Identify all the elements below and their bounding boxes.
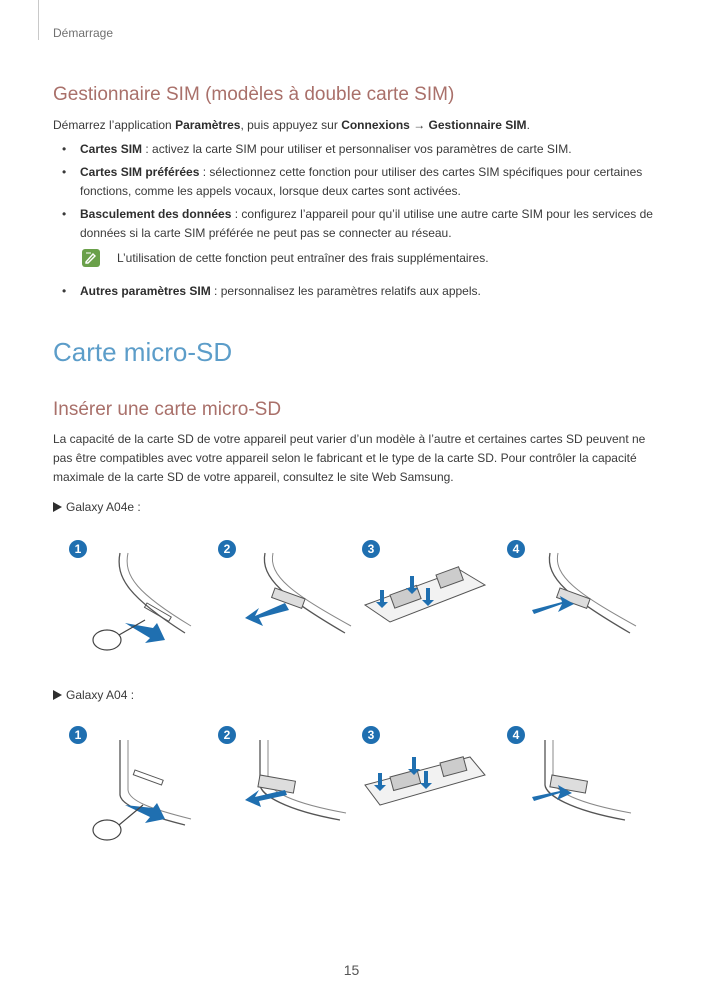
triangle-icon [53, 690, 62, 700]
illustration-insert-card [360, 745, 490, 820]
bullet-dot: • [62, 207, 67, 221]
bullet-label: Cartes SIM [80, 142, 143, 156]
note-icon [82, 249, 100, 267]
step-number-2: 2 [218, 540, 236, 558]
sim-manager-heading: Gestionnaire SIM (modèles à double carte SIM) [53, 84, 455, 105]
bullet-label: Basculement des données [80, 207, 232, 221]
step-number-2: 2 [218, 726, 236, 744]
bullet-text: : configurez l’appareil pour qu’il utilise une autre carte SIM pour les services de données si la carte SIM préférée ne peut pas se connecter au réseau. [80, 207, 653, 240]
model-name: Galaxy A04 : [66, 688, 135, 702]
bullet-text: : activez la carte SIM pour utiliser et personnaliser vos paramètres de carte SIM. [142, 142, 572, 156]
sim-intro [53, 116, 530, 135]
illustration-pull-tray [245, 548, 355, 648]
step-number-3: 3 [362, 726, 380, 744]
illustration-pull-tray [245, 735, 355, 835]
note-text: L’utilisation de cette fonction peut entraîner des frais supplémentaires. [117, 251, 489, 265]
bullet-dot: • [62, 142, 67, 156]
bullet-dot: • [62, 284, 67, 298]
microsd-heading: Carte micro-SD [53, 337, 233, 367]
bullet-label: Cartes SIM préférées [80, 165, 200, 179]
illustration-eject-pin [85, 548, 195, 668]
step-number-3: 3 [362, 540, 380, 558]
illustration-push-tray [530, 548, 640, 648]
intro-connections: Connexions [341, 118, 410, 132]
intro-pre: Démarrez l’application [53, 118, 176, 132]
step-number-1: 1 [69, 540, 87, 558]
model-name: Galaxy A04e : [66, 500, 141, 514]
step-number-4: 4 [507, 540, 525, 558]
bullet-text: : sélectionnez cette fonction pour utiliser des cartes SIM spécifiques pour certaines fonctions, comme les appels vocaux, lorsque deux cartes sont activées. [80, 165, 643, 198]
intro-mid: , puis appuyez sur [240, 118, 342, 132]
intro-arrow: → [409, 118, 429, 132]
chapter-title: Démarrage [53, 26, 114, 40]
bullet-text: : personnalisez les paramètres relatifs aux appels. [210, 284, 481, 298]
insert-microsd-heading: Insérer une carte micro-SD [53, 399, 282, 420]
intro-end: . [526, 118, 530, 132]
header-rule [38, 0, 39, 40]
microsd-paragraph: La capacité de la carte SD de votre appareil peut varier d’un modèle à l’autre et certaines cartes SD peuvent ne pas être compatibles avec votre appareil selon le fabricant et le type de la carte SD. Pour contrôler la capacité maximale de la carte SD de votre appareil, consultez le site Web Samsung. [53, 432, 646, 484]
model-label-a04e [53, 500, 141, 514]
step-number-1: 1 [69, 726, 87, 744]
illustration-push-tray [530, 735, 640, 835]
bullet-label: Autres paramètres SIM [80, 284, 211, 298]
illustration-insert-card [360, 560, 490, 635]
triangle-icon [53, 502, 62, 512]
intro-settings: Paramètres [175, 118, 241, 132]
model-label-a04 [53, 688, 134, 702]
page-number: 15 [343, 962, 360, 978]
step-number-4: 4 [507, 726, 525, 744]
illustration-eject-pin [85, 735, 195, 855]
intro-sim-manager: Gestionnaire SIM [428, 118, 527, 132]
bullet-dot: • [62, 165, 67, 179]
